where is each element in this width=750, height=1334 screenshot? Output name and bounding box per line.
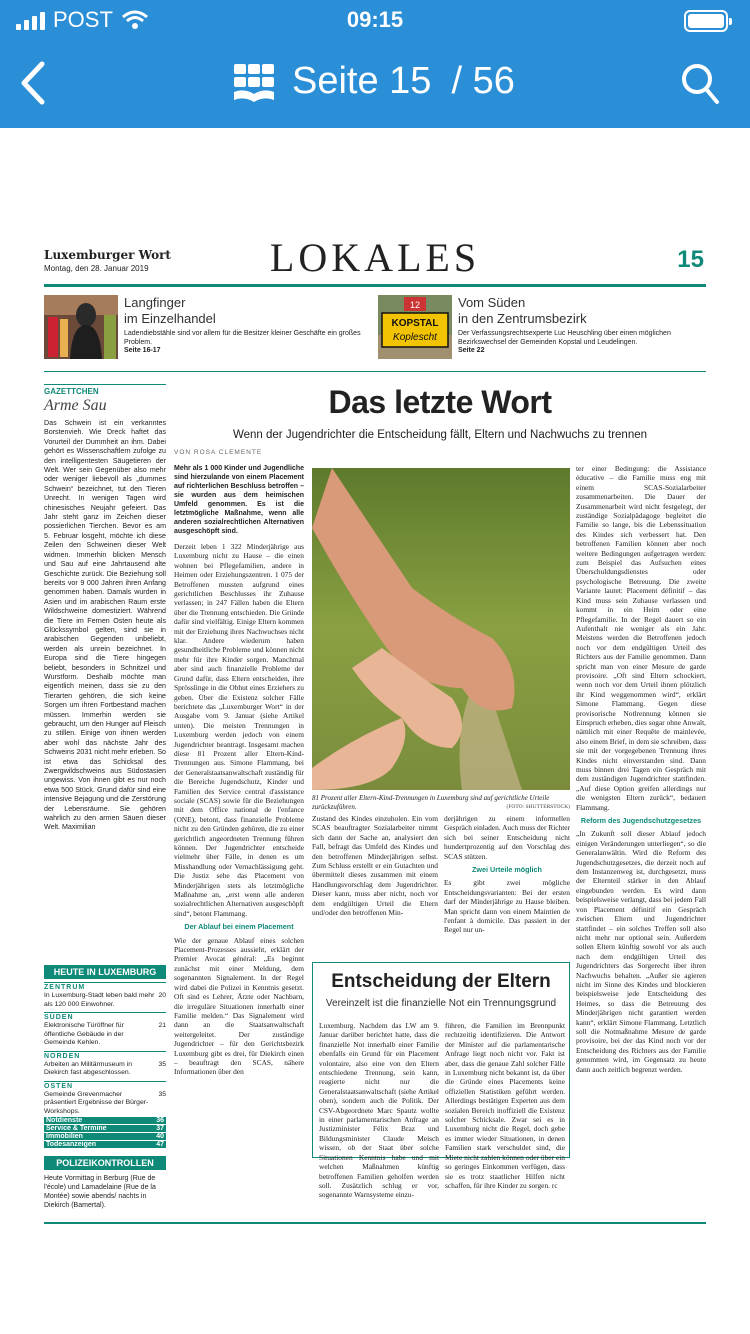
sign-text: KOPSTAL	[391, 318, 439, 329]
region-item[interactable]: Arbeiten an Militärmuseum in Diekirch fast abgeschlossen. 35	[44, 1060, 166, 1076]
teaser-text: Der Verfassungsrechtsexperte Luc Heuschling über einen möglichen Bezirkswechsel der Gemeinden Kopstal und Leudelingen.	[458, 330, 671, 346]
region-label: OSTEN	[44, 1081, 166, 1090]
newspaper-page	[44, 235, 706, 1209]
box-column-1: Luxemburg. Nachdem das LW am 9. Januar darüber berichtet hatte, dass die finanzielle Not innerhalb einer Familie ebenfalls ein Grund für ein Placement volontaire, also eine von den Eltern entschiedene Trennung, sein kann, reagierte nicht nur die Generalstaatsanwaltschaft (siehe Artikel oben), sondern auch die Politik. Der CSV-Abgeordnete Marc Spautz wollte in einer parlamentarischen Anfrage an Justizminister Félix Braz und Bildungsminister Claude Meisch wissen, ob der Staat über solche Situationen Kenntnis habe und mit welchen Maßnahmen künftig betroffenen Familien geholfen werden soll. Zusätzlich schlug er vor, sogenannte Warnsysteme einzu-	[319, 1021, 439, 1200]
region-label: ZENTRUM	[44, 982, 166, 991]
column-text: Zustand des Kindes einzuholen. Ein vom SCAS beauftragter Sozialarbeiter nimmt sich dann der Sache an, analysiert den Fall, befragt das Umfeld des Kindes und den betroffenen Minderjährigen selbst. Zum Schluss erstellt er ein Gutachten und übermittelt dieses zusammen mit einem Handlungsvorschlag dem Jugendrichter. Dieser kann, muss aber nicht, noch vor dem endgültigen Urteil die Eltern und/oder den betroffenen Min-	[312, 814, 438, 918]
section-title: LOKALES	[269, 235, 481, 280]
article-subhead: Wenn der Jugendrichter die Entscheidung fällt, Eltern und Nachwuchs zu trennen	[232, 429, 648, 441]
current-page: Seite 15	[292, 60, 432, 102]
service-link[interactable]: Service & Termine 37	[46, 1125, 164, 1132]
gazette-title: Arme Sau	[44, 397, 107, 414]
service-link[interactable]: Immobilien 40	[46, 1133, 164, 1140]
search-icon[interactable]	[680, 62, 720, 106]
teaser-title-line2: im Einzelhandel	[124, 311, 216, 326]
teaser-image-sign	[378, 295, 452, 359]
photo-caption: 81 Prozent aller Eltern-Kind-Trennungen in Luxemburg sind auf gerichtliche Urteile zurückzuführen. (FOTO: SHUTTERSTOCK)	[312, 794, 570, 811]
teaser-page: Seite 22	[458, 347, 485, 354]
teaser-title-line1: Langfinger	[124, 295, 186, 310]
region-label: SÜDEN	[44, 1012, 166, 1021]
photo-credit: (FOTO: SHUTTERSTOCK)	[506, 803, 570, 810]
article-column-1	[174, 464, 304, 1132]
back-arrow-icon[interactable]	[14, 58, 54, 108]
related-article-box	[312, 962, 570, 1200]
article-headline: Das letzte Wort	[328, 384, 552, 420]
teaser-district[interactable]	[378, 295, 706, 363]
masthead	[44, 235, 706, 282]
article-photo-hands	[312, 468, 570, 790]
byline: VON ROSA CLEMENTE	[174, 449, 263, 456]
divider	[44, 1222, 706, 1224]
column-text: „In Zukunft soll dieser Ablauf jedoch einigen Veränderungen unterliegen“, so die Generalanwältin. Wird die Reform des Jugendschutzgesetzes, die derzeit noch auf dem Instanzenweg ist, durchgesetzt, muss der Elternteil stärker in den Ablauf eingebunden werden. Es wird dann beispielsweise verlangt, dass bei jedem Fall von Placement définitif ein Gespräch zwischen Eltern und Jugendrichter stattfindet – ein solches Treffen soll also nicht mehr nur optional sein. Außerdem sollen Eltern künftig sowohl vor als auch nach dem endgültigen Urteil des Jugendrichters das Sorgerecht über ihren Nachwuchs behalten. „Außer sie agieren nicht im Sinne des Kindes und blockieren beispielsweise jede Entscheidung des Heimes, so dass die Betreuung des Minderjährigen nicht garantiert werden kann“, erklärt Simone Flammang. Letztlich soll die Notmaßnahme Mesure de garde provisoire, bei der das Kind noch vor der Entscheidung des Richters aus der Familie genommen wird, im Gegensatz zu heute dann auch zeitlich begrenzt werden.	[576, 829, 706, 1074]
total-pages: / 56	[451, 60, 515, 102]
subheading: Reform des Jugendschutzgesetzes	[580, 816, 702, 826]
subheading: Zwei Urteile möglich	[472, 865, 542, 875]
box-title: Entscheidung der Eltern	[331, 971, 551, 992]
article-column-2	[312, 814, 438, 960]
teaser-row	[44, 295, 706, 363]
subheading: Der Ablauf bei einem Placement	[184, 922, 294, 932]
column-text: ter einer Bedingung: die Assistance éducative – die Familie muss eng mit einem SCAS-Sozialarbeiter zusammenarbeiten. Die Dauer der Zusammenarbeit wird nicht festgelegt, der zuständige Sozialpädagoge begleitet die Familie so lange, bis die Lebenssituation des Kindes sich verbessert hat. Den betroffenen Familien können aber noch weitere Bedingungen aufgetragen werden: zum Beispiel das Aufsuchen eines Überschuldungsdienstes oder psychologische Betreuung. Die zweite Variante lautet: Placement définitif – das Kind muss sein Zuhause verlassen und kommt in ein Heim oder eine Pflegefamilie. In der Regel dauert so ein Aufenthalt nie weniger als ein Jahr. Meistens werden die Betroffenen jedoch noch vor dem endgültigen Urteil des Richters aus der Familie genommen. Dann spricht man von einer Mesure de garde provisoire. „Oft sind Eltern schockiert, wenn noch vor dem Urteil ihnen plötzlich ihr Kind weggenommen wird“, erklärt Simone Flammang. Gegen diese provisorische Notlrennung können sie Einspruch erheben, dies sogar ohne Anwalt, nämlich mit einer Requête de mainlevée, also einem Brief, in dem sie schreiben, dass sie mit der vorgegebenen Trennung ihres Kindes nicht einverstanden sind. Dann muss binnen drei Tagen ein Gespräch mit dem zuständigen Jugendrichter stattfinden. „Auf diese Option greifen allerdings nur die wenigsten Eltern zurück“, bedauert Flammang.	[576, 464, 706, 812]
sign-number: 12	[409, 300, 421, 310]
police-title: POLIZEIKONTROLLEN	[44, 1156, 166, 1170]
teaser-image-shop	[44, 295, 118, 359]
police-text: Heute Vormittag in Berburg (Rue de l'école) und Lamadelaine (Rue de la Montée) sowie abends/ nachts in Diekirch (Bamertal).	[44, 1175, 156, 1209]
teaser-title-line1: Vom Süden	[458, 295, 526, 310]
box-column-2: führen, die Familien im Brennpunkt rechtzeitig identifizieren. Die Antwort der Minister auf die parlamentarische Anfrage liegt noch nicht vor. Fakt ist aber, dass die genaue Zahl solcher Fälle in Luxemburg nicht bekannt ist, da über die Gründe eines Placements keine offiziellen Statistiken geführt werden. Allerdings bestätigen Experten aus dem sozialen Bereich inoffiziell die Existenz solcher Schicksale. Zwar sei es in Luxemburg nicht die Regel, doch gebe es immer wieder Situationen, in denen Familien stark verschuldet sind, die Miete nicht zahlen können oder über ein so geringes Einkommen verfügen, dass sie es trotz staatlicher Hilfen nicht schaffen, für ihre Kinder zu sorgen. rc	[445, 1021, 565, 1190]
left-sidebar	[44, 384, 166, 1210]
teaser-shoplifting[interactable]	[44, 295, 372, 363]
column-text: Derzeit leben 1 322 Minderjährige aus Luxemburg nicht zu Hause – die einen wohnen bei Pflegefamilien, andere in Heimen oder Erziehungszentren. 1 075 der Betroffenen mussten aufgrund eines gerichtlichen Beschlusses ihr Zuhause verlassen; in 247 Fällen haben die Eltern über die Trennung entschieden. Die Gründe dafür sind vielfältig. Einige Eltern kommen mit der Erziehung ihres Nachwuchses nicht klar. Andere wiederum haben gesundheitliche Probleme und können nicht mehr für ihre Kinder sorgen. Manchmal aber sind auch finanzielle Probleme der Grund dafür, dass Eltern entscheiden, ihre Sprösslinge in die Obhut eines Erziehers zu geben. Über die Existenz solcher Fälle berichtete das „Luxemburger Wort“ in der Ausgabe vom 9. Januar (siehe Artikel unten). Die meisten Trennungen in Luxemburg werden jedoch von einem Jugendrichter beantragt. Insgesamt machen diese 81 Prozent aller Eltern-Kind-Trennungen aus. Simone Flammang, bei der Generalstaatsanwaltschaft zuständig für die Bereiche Jugendschutz, Kinder und Familien des Service central d'assistance sociale (SCAS) sowie für die Beziehungen mit dem Office national de l'enfance (ONE), betont, dass finanzielle Probleme nicht zu den Gründen gehören, die zu einer gerichtlich angeordneten Trennung führen können. Der Jugendrichter entscheide vielmehr über Fälle, in denen es um Misshandlung oder Vernachlässigung geht. Die Justiz sehe das Placement von Minderjährigen stets als letztmögliche Maßnahme an, „erst wenn alle anderen sozialrechtlichen Alternativen ausgeschöpft sind“, betont Flammang.	[174, 542, 304, 918]
carrier-name: POST	[53, 7, 113, 32]
column-text: derjährigen zu einem informellen Gespräch einladen. Auch muss der Richter sich bei seiner Entscheidung nicht hundertprozentig auf den Vorschlag des SCAS stützen.	[444, 814, 571, 861]
service-link[interactable]: Notdienste 36	[46, 1117, 164, 1124]
divider	[44, 284, 706, 287]
region-item[interactable]: Elektronische Türöffner für öffentliche Gebäude in der Gemeinde Kehlen. 21	[44, 1022, 166, 1046]
gazette-text: Das Schwein ist ein verkanntes Borstenvieh. Wie Dreck haftet das Vorurteil der Dummheit an ihm. Dabei gehört es Wissenschaftlern zufolge zu den intelligentesten Säugetieren der Welt. Wer sein Gegenüber also mehr oder weniger liebevoll als „dummes Schwein“ bezeichnet, tut den Tieren Unrecht. In wenigen Tagen wird chinesisches Neujahr gefeiert. Das Jahr steht ganz im Zeichen dieser possierlichen Tierchen. Bevor es am 5. Februar losgeht, möchte ich diese Zeilen den Schweinen dieser Welt widmen. Immerhin blicken Mensch und Sau auf eine Jahrtausend alte Geschichte zurück. Die Beziehung soll bereits vor 9 000 Jahren ihren Anfang genommen haben. Damals wurden in Asien und im arabischen Raum erste Wildschweine domestiziert. Während die Tiere im Fernen Osten heute als Glückssymbol gelten, sind sie in arabischen Gegenden unbeliebt, werden als unrein bezeichnet. In Europa sind die Tiere hingegen beliebt, besonders in Schnitzel und Wurstform. Deshalb möchte man eigentlich meinen, dass sie zu den Tierarten gehören, die sich keine Sorgen um ihren Fortbestand machen müssen. Immerhin werden sie gebraucht, um den Hunger auf Fleisch zu stillen. Einige von ihnen werden aber wohl das nächste Jahr des Schweins 2031 nicht mehr erleben. So ist etwa das Schicksal des Zwergwildschweins aus Südostasien ungewiss. Von ihnen gibt es nur noch etwa 500 Stück. Grund dafür sind eine intensive Bejagung und die Zerstörung der Lebensräume. Sie gehören wahrlich zu den armen Säuen dieser Welt. Maximilian	[44, 419, 166, 832]
page-number: 15	[677, 246, 704, 273]
gazette-label: GAZETTCHEN	[44, 384, 166, 396]
battery-icon	[684, 10, 728, 32]
region-item[interactable]: In Luxemburg-Stadt leben bald mehr als 120 000 Einwohner. 20	[44, 992, 166, 1008]
service-link[interactable]: Todesanzeigen 47	[46, 1141, 164, 1148]
article-column-4	[576, 464, 706, 1158]
teaser-text: Ladendiebstähle sind vor allem für die Besitzer kleiner Geschäfte ein großes Problem.	[124, 330, 361, 346]
status-bar	[0, 0, 750, 40]
page-overview-icon[interactable]	[232, 62, 276, 102]
heute-title: HEUTE IN LUXEMBURG	[44, 965, 166, 979]
navigation-bar	[0, 40, 750, 128]
box-subtitle: Vereinzelt ist die finanzielle Not ein Trennungsgrund	[325, 998, 557, 1009]
article-column-3	[444, 814, 570, 960]
column-text: Es gibt zwei mögliche Entscheidungsvarianten: Bei der ersten darf der Minderjährige zu Hause bleiben. Man spricht dann von einem Maintien de l'enfant à domicile. Das passiert in der Regel nur un-	[444, 878, 570, 935]
teaser-title-line2: in den Zentrumsbezirk	[458, 311, 587, 326]
paper-name: Luxemburger Wort	[44, 248, 171, 262]
article-lead: Mehr als 1 000 Kinder und Jugendliche sind hierzulande von einem Placement auf richterlichen Beschluss betroffen – sie wurden aus dem heimischen Umfeld genommen. Es ist die letztmögliche Maßnahme, wenn alle anderen sozialrechtlichen Alternativen ausgeschöpft sind.	[174, 465, 304, 535]
divider	[44, 371, 706, 372]
clock: 09:15	[346, 7, 404, 32]
sign-text-lux: Koplescht	[393, 332, 437, 343]
region-label: NORDEN	[44, 1051, 166, 1060]
main-article	[174, 384, 706, 1200]
issue-date: Montag, den 28. Januar 2019	[44, 264, 149, 273]
page-indicator[interactable]	[292, 60, 515, 103]
teaser-page: Seite 16-17	[124, 347, 161, 354]
column-text: Wie der genaue Ablauf eines solchen Placement-Prozesses aussieht, erklärt der Premier Avocat général: „Es beginnt zunächst mit einer Meldung, dem sogenannten Signalement. In der Regel wird dabei die Polizei in Kenntnis gesetzt. Oft sind es Lehrer, Ärzte oder Nachbarn, die irreguläre Situationen innerhalb einer Familie melden.“ Das Signalement wird dann an die Staatsanwaltschaft weitergeleitet. Der zuständige Jugendrichter – für den Gerichtsbezirk Luxemburg gibt es drei, für Diekirch einen – beauftragt den SCAS, nähere Informationen über den	[174, 935, 304, 1077]
region-item[interactable]: Gemeinde Grevenmacher präsentiert Ergebnisse der Bürger-Workshops. 35	[44, 1090, 166, 1115]
